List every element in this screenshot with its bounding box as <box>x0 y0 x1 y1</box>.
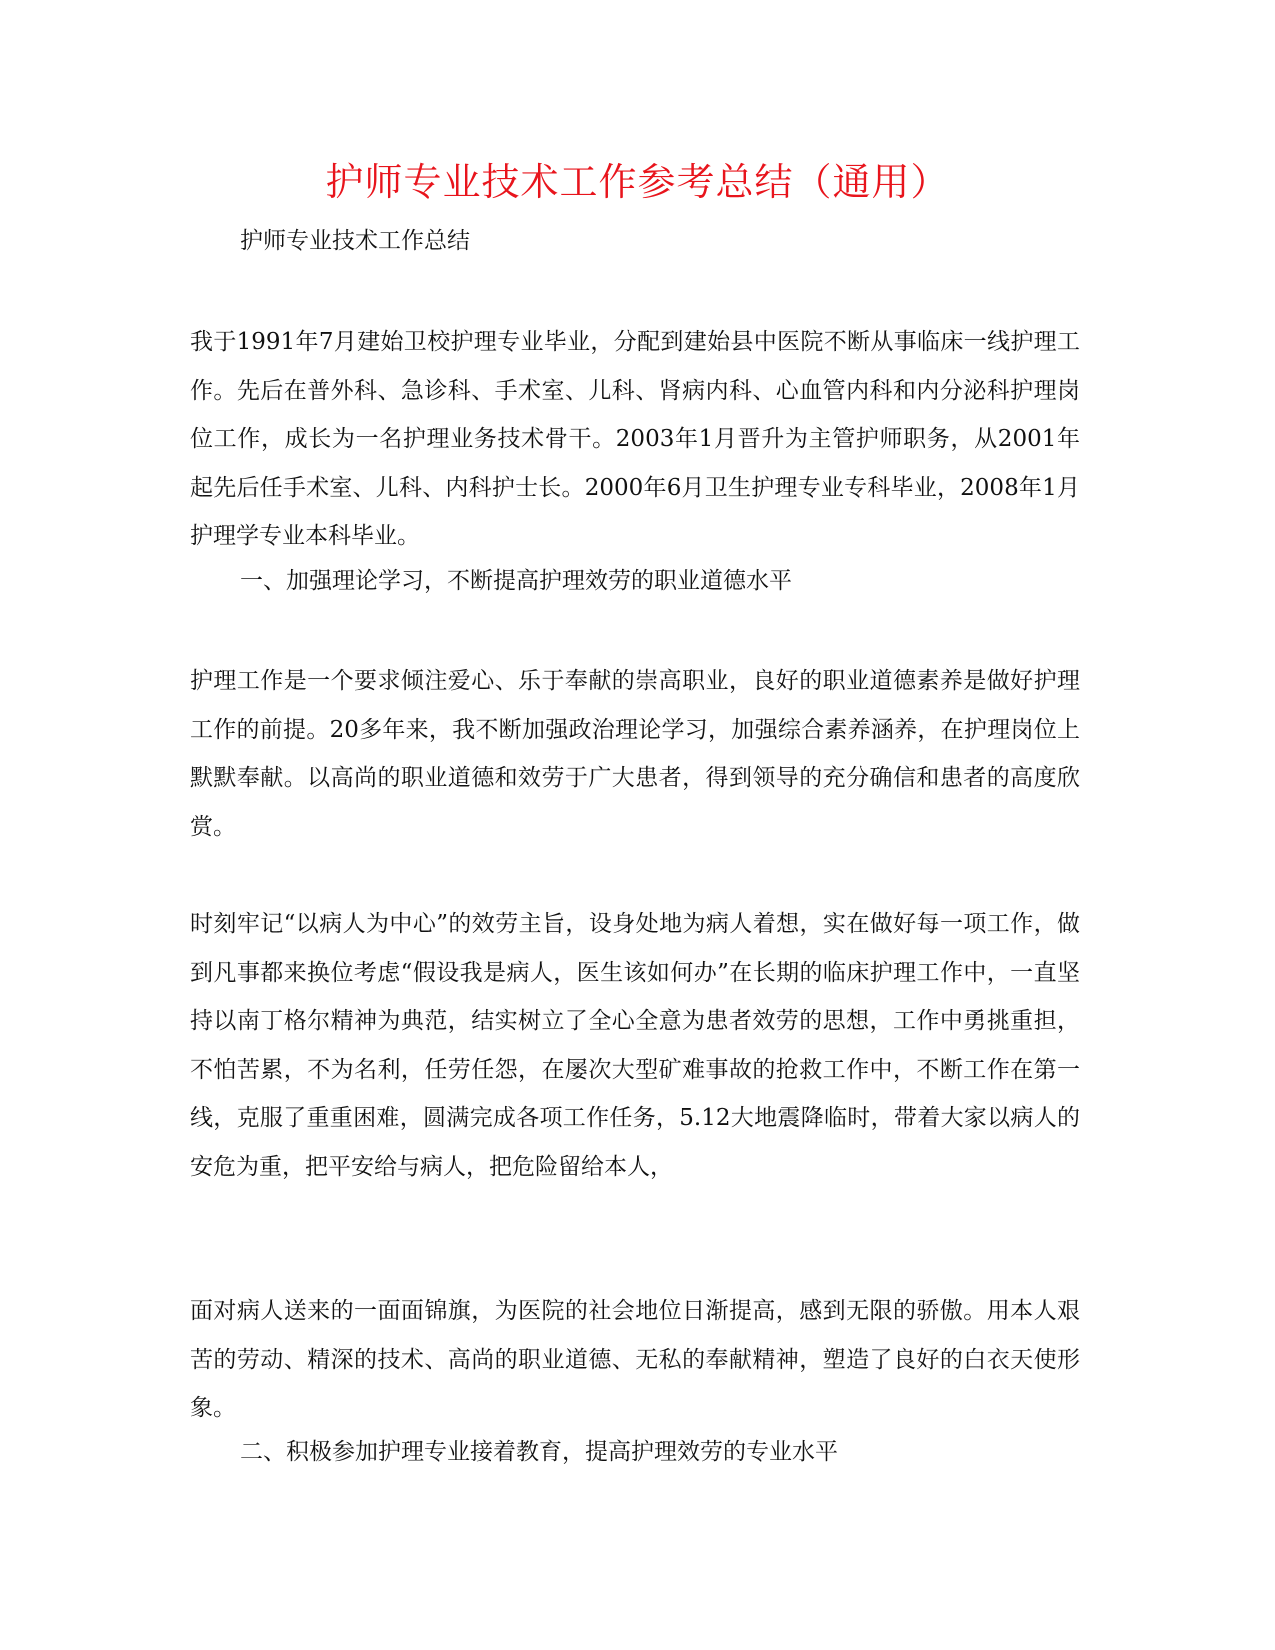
section-heading-2: 二、积极参加护理专业接着教育，提高护理效劳的专业水平 <box>240 1439 838 1465</box>
document-subtitle: 护师专业技术工作总结 <box>240 228 470 254</box>
section-heading-1: 一、加强理论学习，不断提高护理效劳的职业道德水平 <box>240 568 792 594</box>
paragraph-professional-ethics: 护理工作是一个要求倾注爱心、乐于奉献的崇高职业，良好的职业道德素养是做好护理工作的前提。20多年来，我不断加强政治理论学习，加强综合素养涵养，在护理岗位上默默奉献。以高尚的职业道德和效劳于广大患者，得到领导的充分确信和患者的高度欣赏。 <box>190 668 1080 840</box>
document-title: 护师专业技术工作参考总结（通用） <box>325 160 950 204</box>
paragraph-career-history: 我于1991年7月建始卫校护理专业毕业，分配到建始县中医院不断从事临床一线护理工作。先后在普外科、急诊科、手术室、儿科、肾病内科、心血管内科和内分泌科护理岗位工作，成长为一名护理业务技术骨干。2003年1月晋升为主管护师职务，从2001年起先后任手术室、儿科、内科护士长。2000年6月卫生护理专业专科毕业，2008年1月护理学专业本科毕业。 <box>190 329 1080 549</box>
paragraph-patient-centered: 时刻牢记“以病人为中心”的效劳主旨，设身处地为病人着想，实在做好每一项工作，做到凡事都来换位考虑“假设我是病人，医生该如何办”在长期的临床护理工作中，一直坚持以南丁格尔精神为典范，结实树立了全心全意为患者效劳的思想，工作中勇挑重担，不怕苦累，不为名利，任劳任怨，在屡次大型矿难事故的抢救工作中，不断工作在第一线，克服了重重困难，圆满完成各项工作任务，5.12大地震降临时，带着大家以病人的安危为重，把平安给与病人，把危险留给本人， <box>190 911 1080 1180</box>
paragraph-honors: 面对病人送来的一面面锦旗，为医院的社会地位日渐提高，感到无限的骄傲。用本人艰苦的劳动、精深的技术、高尚的职业道德、无私的奉献精神，塑造了良好的白衣天使形象。 <box>190 1298 1080 1421</box>
